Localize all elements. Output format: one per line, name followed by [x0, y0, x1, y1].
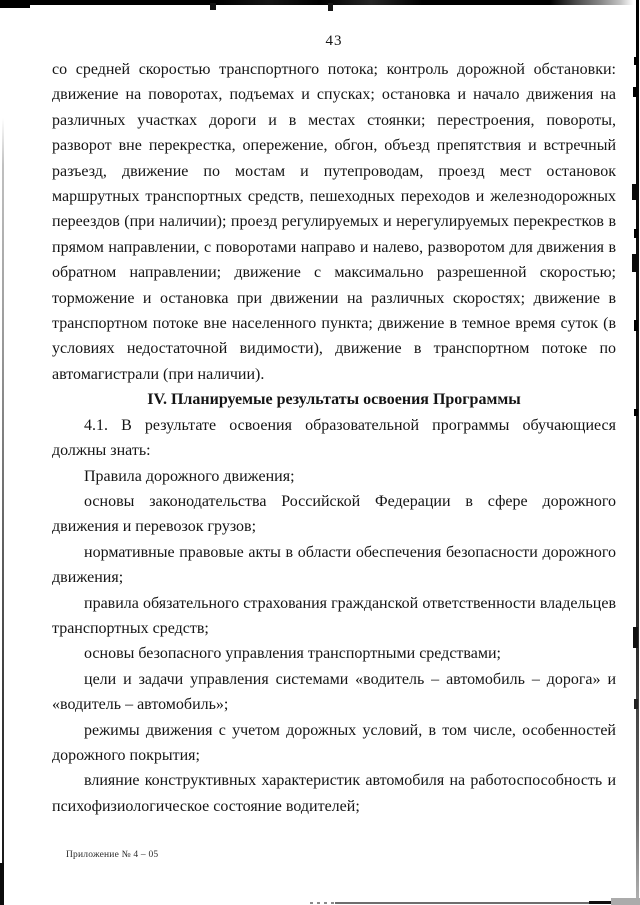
scan-artifact-bottom-left	[0, 863, 4, 905]
scan-artifact-top-tick	[210, 3, 216, 10]
paragraph: правила обязательного страхования гражданской ответственности владельцев транспортных средств;	[52, 594, 616, 637]
paragraph: нормативные правовые акты в области обеспечения безопасности дорожного движения;	[52, 543, 616, 587]
paragraph: 4.1. В результате освоения образовательной программы обучающиеся должны знать:	[52, 416, 616, 460]
page-number: 43	[325, 33, 343, 49]
scan-artifact-top-tick	[328, 3, 333, 11]
scan-artifact-blot	[633, 627, 638, 648]
scan-artifact-blot	[634, 57, 638, 65]
paragraph: влияние конструктивных характеристик автомобиля на работоспособность и психофизиологическое состояние водителей;	[52, 772, 616, 815]
scan-artifact-bottom-edge	[335, 902, 591, 904]
scan-artifact-bottom-edge	[611, 898, 640, 905]
scan-artifact-blot	[634, 320, 638, 331]
scan-artifact-bottom-edge	[310, 902, 334, 904]
scan-artifact-left-edge	[2, 118, 4, 905]
section-heading: IV. Планируемые результаты освоения Программы	[147, 391, 521, 409]
scan-artifact-blot	[634, 409, 638, 416]
paragraph: основы законодательства Российской Федерации в сфере дорожного движения и перевозок грузов;	[52, 492, 616, 536]
paragraph: режимы движения с учетом дорожных условий, в том числе, особенностей дорожного покрытия;	[52, 721, 616, 764]
scan-artifact-blot	[633, 87, 638, 97]
document-body	[52, 57, 616, 819]
paragraph: цели и задачи управления системами «водитель – автомобиль – дорога» и «водитель – автомобиль»;	[52, 670, 616, 714]
scan-artifact-blot	[632, 254, 638, 272]
scan-artifact-right-edge	[636, 0, 639, 905]
paragraph: Правила дорожного движения;	[84, 467, 295, 485]
scan-artifact-top-left	[0, 0, 30, 8]
paragraph: со средней скоростью транспортного потока; контроль дорожной обстановки: движение на поворотах, подъемах и спусках; остановка и начало движения на различных участках дороги и в местах стоянки; перестроения, повороты, разворот вне перекрестка, опережение, обгон, объезд препятствия и встречный разъезд, движение по мостам и путепроводам, проезд мест остановок маршрутных транспортных средств, пешеходных переходов и железнодорожных переездов (при наличии); проезд регулируемых и нерегулируемых перекрестков в прямом направлении, с поворотами направо и налево, разворотом для движения в обратном направлении; движение с максимально разрешенной скоростью; торможение и остановка при движении на различных скоростях; движение в транспортном потоке вне населенного пункта; движение в темное время суток (в условиях недостаточной видимости), движение в транспортном потоке по автомагистрали (при наличии).	[52, 61, 616, 383]
scan-artifact-blot	[634, 699, 638, 709]
scan-artifact-top-edge	[0, 0, 640, 5]
scan-artifact-blot	[634, 229, 638, 238]
paragraph: основы безопасного управления транспортными средствами;	[84, 645, 501, 663]
scan-artifact-blot	[632, 184, 638, 200]
footer-annotation: Приложение № 4 – 05	[66, 850, 159, 860]
